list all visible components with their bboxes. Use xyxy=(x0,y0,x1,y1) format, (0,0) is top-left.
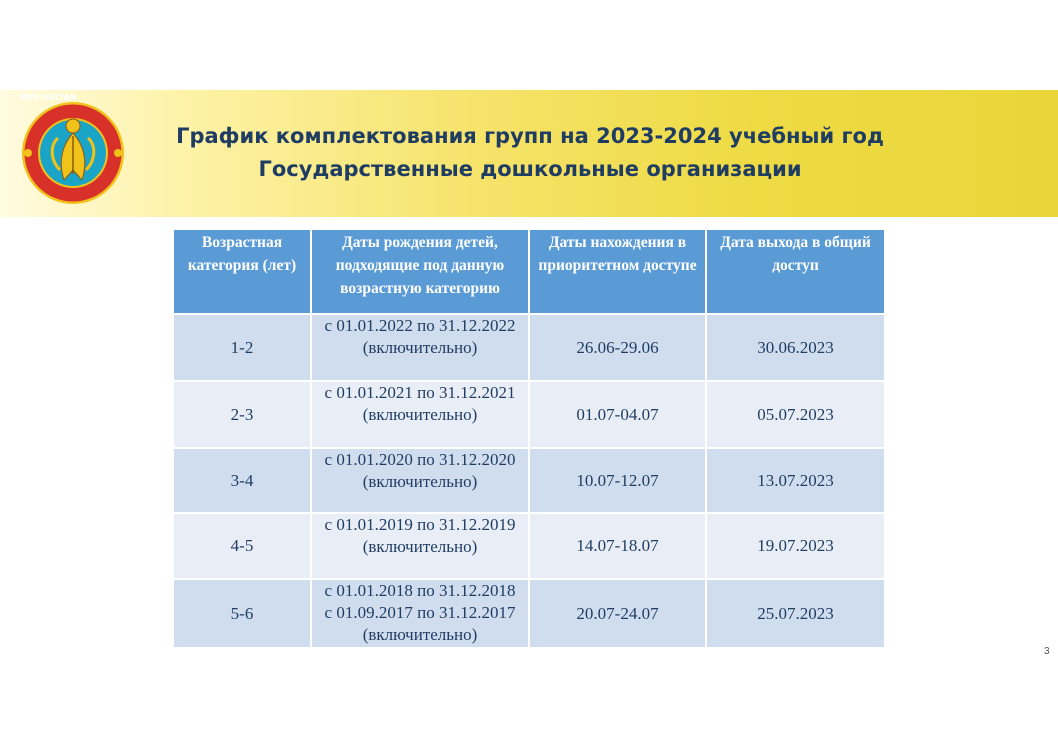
title-line-2: Государственные дошкольные организации xyxy=(258,157,802,181)
age-cell: 4-5 xyxy=(173,513,311,579)
birth-dates-line: с 01.01.2020 по 31.12.2020 xyxy=(324,450,516,469)
header-age-category: Возрастная категория (лет) xyxy=(173,229,311,314)
table-header-row xyxy=(173,229,885,314)
birth-dates-cell xyxy=(311,513,529,579)
birth-dates-line: с 01.01.2018 по 31.12.2018 xyxy=(324,581,516,600)
priority-dates-cell: 20.07-24.07 xyxy=(529,579,706,648)
birth-dates-line: (включительно) xyxy=(362,338,478,357)
table-row xyxy=(173,513,885,579)
table-row xyxy=(173,314,885,381)
header-public-date: Дата выхода в общий доступ xyxy=(706,229,885,314)
table-row xyxy=(173,579,885,648)
age-cell: 2-3 xyxy=(173,381,311,448)
birth-dates-line: с 01.01.2019 по 31.12.2019 xyxy=(324,515,516,534)
priority-dates-cell: 14.07-18.07 xyxy=(529,513,706,579)
birth-dates-cell xyxy=(311,448,529,513)
age-cell: 1-2 xyxy=(173,314,311,381)
birth-dates-line: (включительно) xyxy=(362,405,478,424)
public-date-cell: 19.07.2023 xyxy=(706,513,885,579)
priority-dates-cell: 10.07-12.07 xyxy=(529,448,706,513)
title-line-1: График комплектования групп на 2023-2024 учебный год xyxy=(176,124,884,148)
public-date-cell: 25.07.2023 xyxy=(706,579,885,648)
table-row xyxy=(173,381,885,448)
birth-dates-line: (включительно) xyxy=(362,537,478,556)
birth-dates-line: с 01.01.2021 по 31.12.2021 xyxy=(324,383,516,402)
age-cell: 5-6 xyxy=(173,579,311,648)
city-emblem-logo xyxy=(20,93,126,206)
header-priority-dates: Даты нахождения в приоритетном доступе xyxy=(529,229,706,314)
birth-dates-line: с 01.01.2022 по 31.12.2022 xyxy=(324,316,516,335)
table-row xyxy=(173,448,885,513)
public-date-cell: 13.07.2023 xyxy=(706,448,885,513)
birth-dates-cell xyxy=(311,381,529,448)
age-cell: 3-4 xyxy=(173,448,311,513)
logo-text: NUR-SULTAN xyxy=(20,93,77,102)
birth-dates-cell xyxy=(311,579,529,648)
priority-dates-cell: 26.06-29.06 xyxy=(529,314,706,381)
birth-dates-line: с 01.09.2017 по 31.12.2017 xyxy=(324,603,516,622)
birth-dates-cell xyxy=(311,314,529,381)
header-birth-dates: Даты рождения детей, подходящие под данную возрастную категорию xyxy=(311,229,529,314)
public-date-cell: 30.06.2023 xyxy=(706,314,885,381)
page-number: 3 xyxy=(1044,646,1050,657)
enrollment-schedule-table xyxy=(172,228,886,649)
page-title xyxy=(130,120,930,186)
priority-dates-cell: 01.07-04.07 xyxy=(529,381,706,448)
birth-dates-line: (включительно) xyxy=(362,625,478,644)
birth-dates-line: (включительно) xyxy=(362,472,478,491)
public-date-cell: 05.07.2023 xyxy=(706,381,885,448)
